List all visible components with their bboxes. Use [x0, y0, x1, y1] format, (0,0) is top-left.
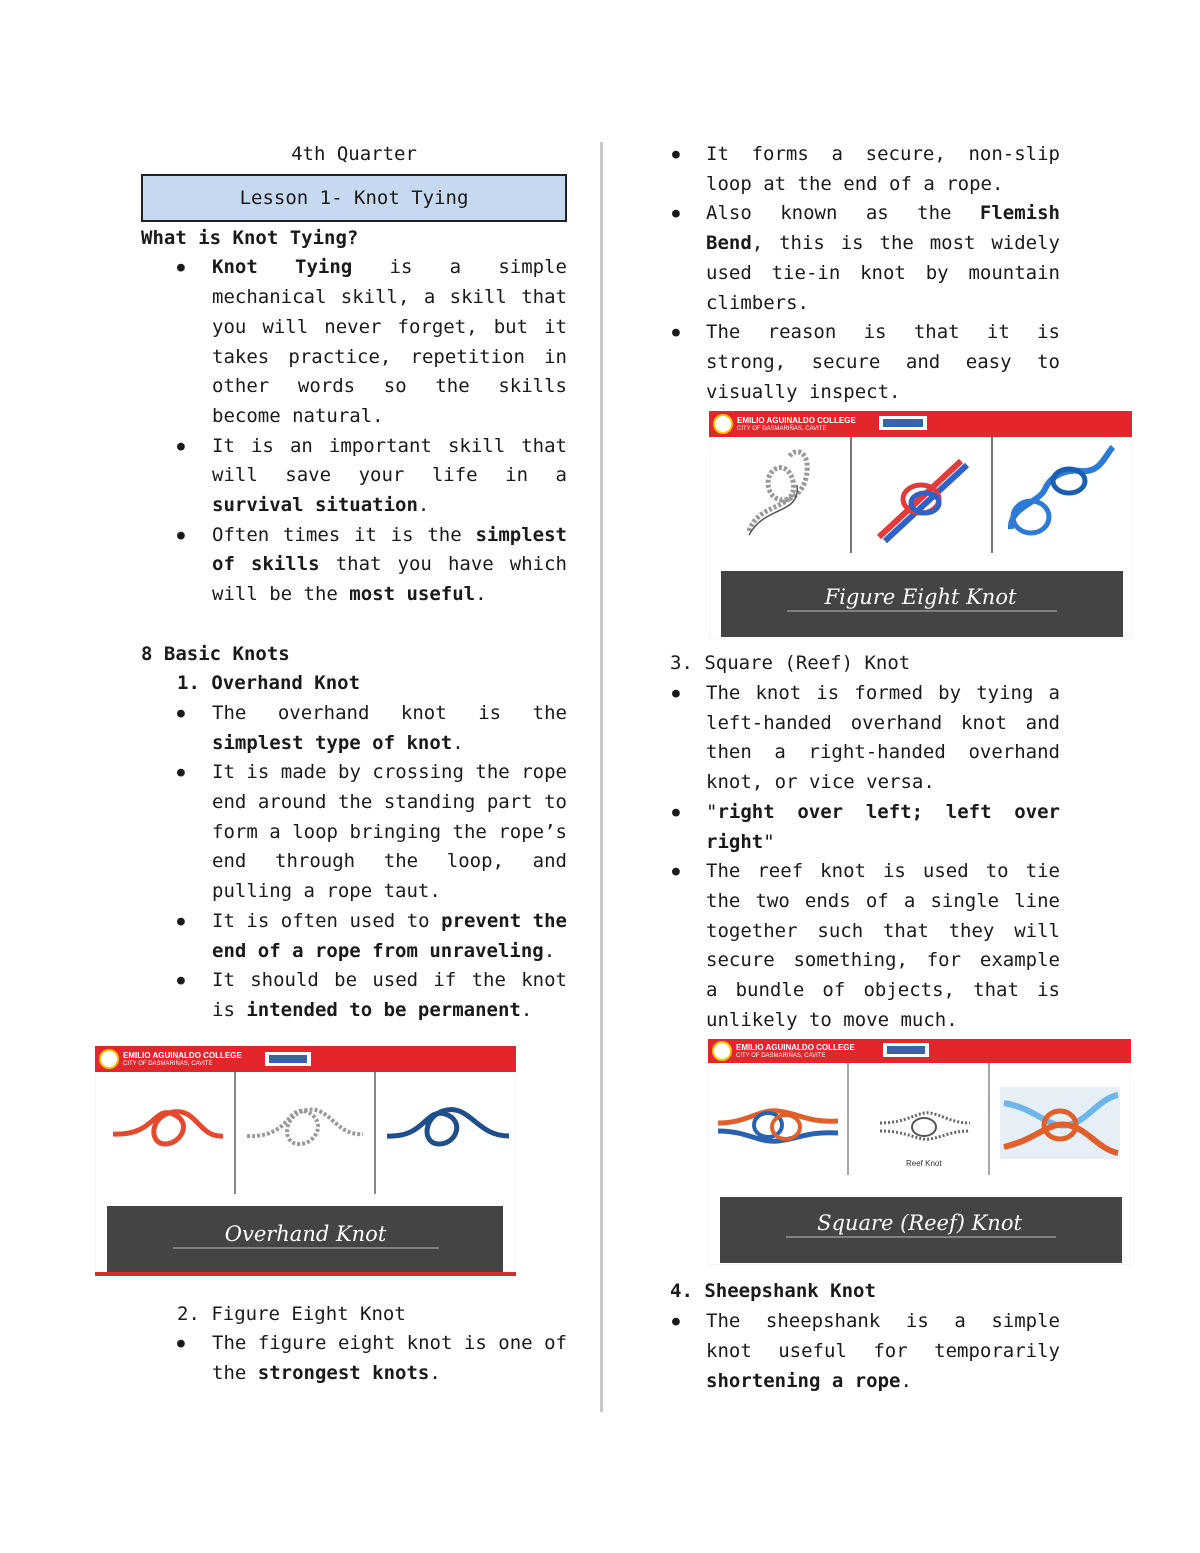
knot-3-title: 3. Square (Reef) Knot	[670, 652, 911, 675]
intro-list	[141, 253, 567, 609]
college-name: EMILIO AGUINALDO COLLEGE	[123, 1050, 242, 1060]
list-item: ● The reason is that it is strong, secure and easy to visually inspect.	[670, 318, 1060, 407]
slide-title: Square (Reef) Knot	[817, 1211, 1022, 1236]
knot-1-list	[141, 699, 567, 1026]
overhand-knot-slide	[95, 1046, 516, 1276]
knot-4-list	[670, 1307, 1060, 1396]
list-item: ● "right over left; left over right"	[670, 798, 1060, 857]
list-item: ● Often times it is the simplest of skills that you have which will be the most useful.	[141, 521, 567, 610]
college-name: EMILIO AGUINALDO COLLEGE	[737, 416, 856, 426]
quarter-title: 4th Quarter	[291, 143, 417, 165]
list-item: ● Also known as the Flemish Bend, this is the most widely used tie-in knot by mountain climbers.	[670, 199, 1060, 318]
basic-knots-heading: 8 Basic Knots	[141, 642, 290, 665]
list-item: ● The knot is formed by tying a left-handed overhand knot and then a right-handed overhand knot, or vice versa.	[670, 679, 1060, 798]
square-knot-slide	[708, 1039, 1131, 1265]
list-item: ● The sheepshank is a simple knot useful for temporarily shortening a rope.	[670, 1307, 1060, 1396]
college-city: CITY OF DASMARIÑAS, CAVITE	[123, 1060, 213, 1067]
knot-2-title: 2. Figure Eight Knot	[177, 1302, 406, 1325]
right-column	[670, 140, 1060, 1396]
lesson-title: Lesson 1- Knot Tying	[239, 186, 469, 209]
knot-2-list-continued	[670, 140, 1060, 407]
lesson-title-box	[141, 174, 567, 222]
slide-title: Figure Eight Knot	[824, 585, 1017, 610]
list-item: ● It should be used if the knot is intended to be permanent.	[141, 966, 567, 1025]
list-item: ● It is often used to prevent the end of a rope from unraveling.	[141, 907, 567, 966]
list-item: ● The reef knot is used to tie the two ends of a single line together such that they will secure something, for example a bundle of objects, that is unlikely to move much.	[670, 857, 1060, 1035]
slide-title: Overhand Knot	[224, 1221, 387, 1246]
list-item: ● It is made by crossing the rope end around the standing part to form a loop bringing the rope’s end through the loop, and pulling a rope taut.	[141, 758, 567, 907]
column-divider	[600, 142, 603, 1412]
college-city: CITY OF DASMARIÑAS, CAVITE	[737, 426, 827, 433]
section-heading: What is Knot Tying?	[141, 226, 359, 249]
list-item: ● The overhand knot is the simplest type of knot.	[141, 699, 567, 758]
list-item: ● The figure eight knot is one of the strongest knots.	[141, 1329, 567, 1388]
knot-3-list	[670, 679, 1060, 1035]
college-city: CITY OF DASMARIÑAS, CAVITE	[736, 1053, 826, 1060]
reef-knot-caption: Reef Knot	[906, 1159, 942, 1169]
knot-4-title: 4. Sheepshank Knot	[670, 1280, 876, 1303]
knot-1-title: 1. Overhand Knot	[177, 672, 361, 695]
figure-eight-knot-slide	[709, 411, 1132, 639]
list-item: ● It is an important skill that will save your life in a survival situation.	[141, 432, 567, 521]
college-name: EMILIO AGUINALDO COLLEGE	[736, 1043, 855, 1053]
knot-2-list	[141, 1329, 567, 1388]
left-column	[123, 140, 568, 1389]
list-item: ● Knot Tying is a simple mechanical skill, a skill that you will never forget, but it takes practice, repetition in other words so the skills become natural.	[141, 253, 567, 431]
list-item: ● It forms a secure, non-slip loop at the end of a rope.	[670, 140, 1060, 199]
